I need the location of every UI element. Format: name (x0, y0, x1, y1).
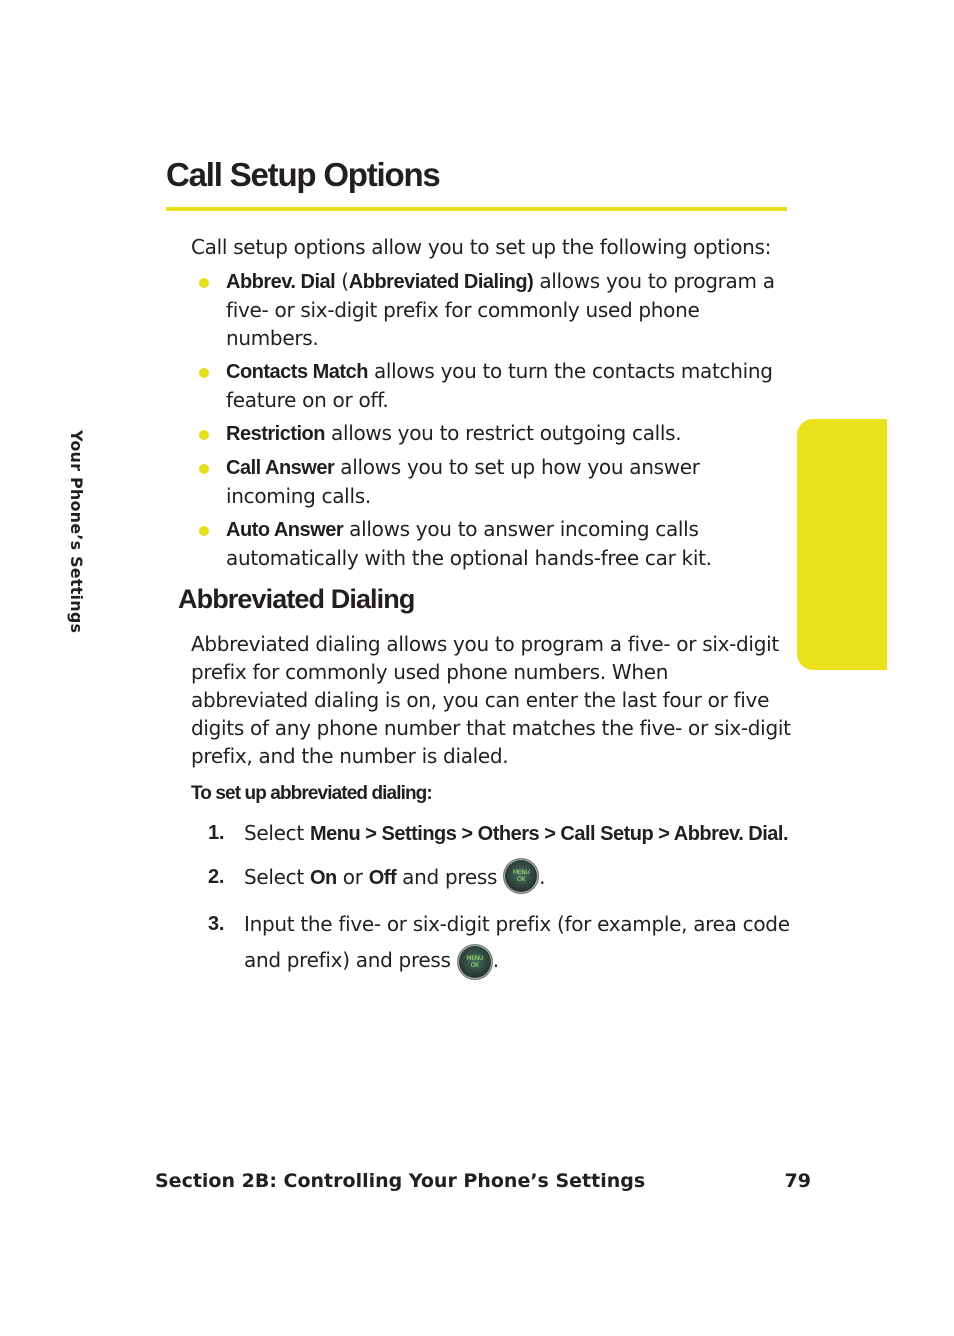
section-heading: Abbreviated Dialing (178, 584, 415, 614)
option-description: allows you to answer incoming calls automatically with the optional hands-free car kit. (226, 517, 712, 570)
procedure-heading: To set up abbreviated dialing: (191, 783, 432, 804)
option-term: Call Answer (226, 457, 335, 479)
title-rule (166, 207, 787, 211)
menu-ok-key-icon (457, 944, 493, 980)
on-option: On (309, 867, 337, 889)
option-paren: ( (335, 269, 349, 293)
off-option: Off (368, 867, 397, 889)
option-description: allows you to set up how you answer incoming calls. (226, 455, 700, 508)
step-connector: or (336, 865, 369, 889)
list-item (196, 453, 786, 510)
step-prefix: Input the five- or six-digit prefix (for example, area code and prefix) and press (244, 912, 790, 972)
footer-section-title: Section 2B: Controlling Your Phone’s Settings (155, 1170, 646, 1192)
step-number: 2. (208, 866, 225, 888)
section-side-tab (797, 419, 887, 670)
option-description: allows you to restrict outgoing calls. (324, 421, 682, 445)
side-tab-label: Your Phone’s Settings (67, 430, 86, 634)
page-number: 79 (784, 1170, 811, 1192)
bullet-icon (199, 526, 209, 536)
option-description: allows you to program a five- or six-digit prefix for commonly used phone numbers. (226, 269, 775, 350)
step-number: 3. (208, 913, 225, 935)
bullet-icon (199, 368, 209, 378)
menu-key-label: MENU (466, 954, 484, 962)
option-term-full: Abbreviated Dialing) (348, 271, 534, 293)
menu-path: Menu > Settings > Others > Call Setup > Abbrev. Dial. (309, 823, 789, 845)
bullet-icon (199, 430, 209, 440)
page-footer (155, 1170, 811, 1192)
step-text (244, 819, 804, 848)
step-end: . (492, 948, 499, 972)
ok-key-label: OK (470, 961, 479, 969)
option-description: allows you to turn the contacts matching feature on or off. (226, 359, 773, 412)
step-end: . (539, 865, 546, 889)
step-prefix: Select (244, 865, 310, 889)
menu-ok-key-icon (503, 858, 539, 894)
step-text (244, 906, 804, 980)
menu-key-label: MENU (512, 868, 530, 876)
intro-text: Call setup options allow you to set up the following options: (191, 235, 772, 259)
list-item (196, 357, 786, 414)
options-list (196, 267, 786, 577)
list-item (196, 267, 786, 352)
step-suffix: and press (396, 865, 504, 889)
option-term: Auto Answer (226, 519, 344, 541)
step-text (244, 863, 804, 894)
bullet-icon (199, 464, 209, 474)
option-term: Restriction (226, 423, 325, 445)
ok-key-label: OK (517, 875, 526, 883)
option-term: Contacts Match (226, 361, 368, 383)
section-paragraph: Abbreviated dialing allows you to program a five- or six-digit prefix for commonly used phone numbers. When abbreviated dialing is on, you can enter the last four or five digits of any phone number that matches the five- or six-digit prefix, and the number is dialed. (191, 632, 791, 768)
bullet-icon (199, 278, 209, 288)
step-prefix: Select (244, 821, 310, 845)
page-title: Call Setup Options (166, 156, 440, 193)
step-number: 1. (208, 822, 225, 844)
list-item (196, 419, 786, 448)
list-item (196, 515, 786, 572)
option-term: Abbrev. Dial (226, 271, 336, 293)
